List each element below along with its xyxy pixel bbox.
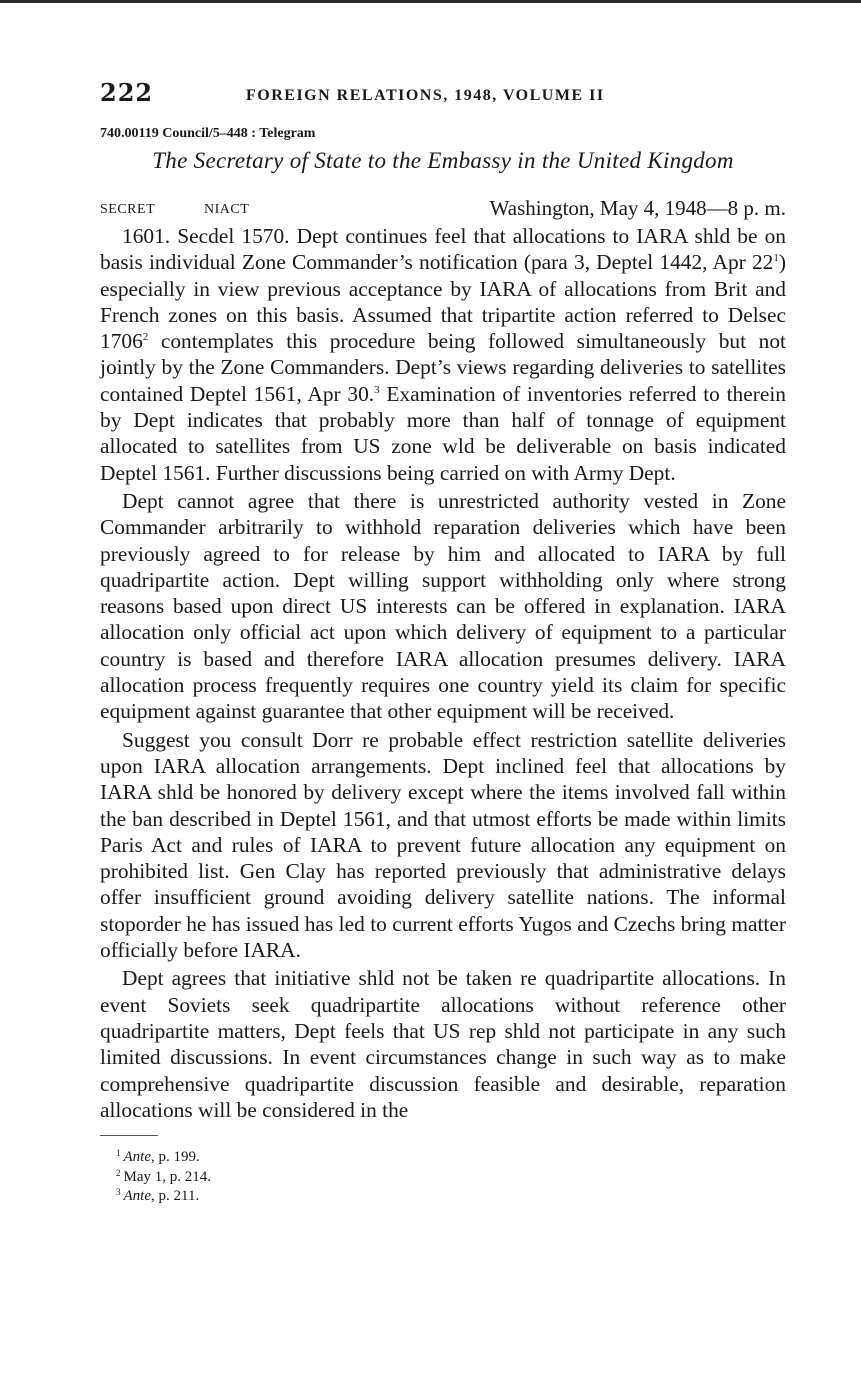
classification-line	[100, 196, 786, 222]
classification-marking: SECRET	[100, 202, 156, 217]
footnote-number: 2	[116, 1167, 121, 1178]
body-paragraph	[100, 965, 786, 1123]
footnote-marker: 3	[374, 383, 380, 396]
footnote-ref: Ante	[123, 1188, 151, 1205]
paragraph-text: Dept cannot agree that there is unrestricted authority vested in Zone Commander arbitrarily to withhold reparation deliveries which have been previously agreed to for release by him and allocated to IARA by full quadripartite action. Dept willing support withholding only where strong reasons based upon direct US interests can be offered in explanation. IARA allocation only official act upon which delivery of equipment to a particular country is based and therefore IARA allocation presumes delivery. IARA allocation process frequently requires one country yield its claim for specific equipment against guarantee that other equipment will be received.	[100, 488, 786, 724]
paragraph-text: ) especially in view previous acceptance by IARA of allocations from Brit and French zones on this basis. Assumed that tripartite action referred to Delsec 1706	[100, 250, 786, 354]
document-page	[100, 78, 786, 1205]
paragraph-text: Dept agrees that initiative shld not be taken re quadripartite allocations. In event Soviets seek quadripartite allocations without reference other quadripartite matters, Dept feels that US rep shld not participate in any such limited discussions. In event circumstances change in such way as to make comprehensive quadripartite discussion feasible and desirable, reparation allocations will be considered in the	[100, 966, 786, 1122]
footnote	[116, 1146, 786, 1166]
footnotes	[116, 1146, 786, 1205]
footnote-ref: Ante	[123, 1149, 151, 1166]
body-paragraph	[100, 488, 786, 725]
dateline: Washington, May 4, 1948—8 p. m.	[489, 196, 786, 220]
footnote-marker: 2	[142, 331, 149, 344]
page-number: 222	[100, 78, 154, 107]
telegram-body	[100, 223, 786, 1123]
page-top-edge	[0, 0, 861, 3]
footnote-marker: 1	[773, 252, 779, 265]
footnote	[116, 1185, 786, 1205]
document-title: The Secretary of State to the Embassy in the United Kingdom	[152, 148, 734, 173]
footnote-text: May 1, p. 214.	[123, 1168, 211, 1185]
paragraph-text: 1601. Secdel 1570. Dept continues feel that allocations to IARA shld be on basis individual Zone Commander’s notification (para 3, Deptel 1442, Apr 22	[100, 224, 786, 275]
paragraph-text: contemplates this procedure being followed simultaneously but not jointly by the Zone Commanders. Dept’s views regarding deliveries to satellites contained Deptel 1561, Apr 30.	[100, 329, 786, 406]
footnote-number: 3	[116, 1187, 121, 1198]
running-title: FOREIGN RELATIONS, 1948, VOLUME II	[246, 87, 605, 104]
footnote	[116, 1166, 786, 1186]
footnote-text: , p. 211.	[151, 1188, 200, 1205]
precedence-marking: NIACT	[204, 202, 250, 217]
footnote-number: 1	[116, 1148, 121, 1159]
body-paragraph	[100, 727, 786, 964]
paragraph-text: Suggest you consult Dorr re probable effect restriction satellite deliveries upon IARA allocation arrangements. Dept inclined feel that allocations by IARA shld be honored by delivery except where the items involved fall within the ban described in Deptel 1561, and that utmost efforts be made within limits Paris Act and rules of IARA to prevent future allocation any equipment on prohibited list. Gen Clay has reported previously that administrative delays offer insufficient ground avoiding delivery satellite nations. The informal stoporder he has issued has led to current efforts Yugos and Czechs bring matter officially before IARA.	[100, 727, 786, 963]
file-reference: 740.00119 Council/5–448 : Telegram	[100, 126, 316, 141]
body-paragraph	[100, 223, 786, 486]
running-head	[100, 78, 786, 114]
paragraph-text: Examination of inventories referred to therein by Dept indicates that probably more than half of tonnage of equipment allocated to satellites from US zone wld be deliverable on basis indicated Deptel 1561. Further discussions being carried on with Army Dept.	[100, 381, 786, 485]
footnote-separator	[100, 1135, 158, 1136]
footnote-text: , p. 199.	[151, 1149, 200, 1166]
